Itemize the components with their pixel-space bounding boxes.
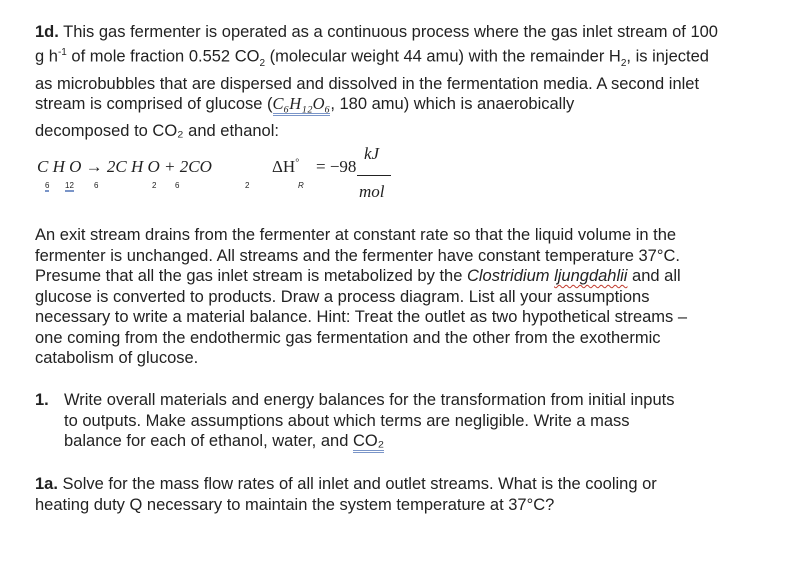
problem-label: 1d.	[35, 23, 59, 41]
unit-numerator: kJ	[364, 144, 380, 163]
exit-line-6: one coming from the endothermic gas fermentation and the other from the exothermic	[35, 328, 661, 347]
fraction-bar	[357, 175, 391, 176]
species-name: ljungdahlii	[554, 267, 628, 285]
delta-h: ΔH°	[272, 157, 300, 176]
question-1a: 1a. Solve for the mass flow rates of all inlet and outlet streams. What is the cooling or heating duty Q necessary to maintain the system temperature at 37°C?	[35, 474, 775, 515]
question-1-text: Write overall materials and energy balances for the transformation from initial inputs to outputs. Make assumptions about which terms are negligible. Write a mass balance for each of ethanol, water, and CO₂	[64, 390, 674, 452]
co2-term: CO₂	[353, 432, 384, 453]
question-1a-line-2: heating duty Q necessary to maintain the system temperature at 37°C?	[35, 495, 555, 514]
intro-line-3: as microbubbles that are dispersed and dissolved in the fermentation media. A second inlet	[35, 74, 700, 93]
intro-line-4: stream is comprised of glucose (C₆H₁₂O₆, 180 amu) which is anaerobically	[35, 94, 775, 115]
sub-h6: 6	[175, 181, 180, 190]
unit-denominator: mol	[359, 182, 385, 201]
exit-line-1: An exit stream drains from the fermenter at constant rate so that the liquid volume in the	[35, 226, 677, 244]
equation-value: = −98	[316, 157, 357, 176]
intro-line-5: decomposed to CO₂ and ethanol:	[35, 121, 279, 140]
sub-o6: 6	[94, 181, 99, 190]
question-1-number: 1.	[35, 391, 49, 409]
sub-c6: 6	[45, 181, 50, 190]
exit-line-2: fermenter is unchanged. All streams and the fermenter have constant temperature 37°C.	[35, 246, 680, 265]
exit-line-4: glucose is converted to products. Draw a process diagram. List all your assumptions	[35, 287, 650, 306]
question-1	[35, 390, 775, 454]
equation-lhs: C H O → 2C H O + 2CO	[37, 157, 212, 176]
exit-line-7: catabolism of glucose.	[35, 349, 199, 367]
exit-line-3: Presume that all the gas inlet stream is metabolized by the Clostridium ljungdahlii and all	[35, 267, 681, 285]
exit-line-5: necessary to write a material balance. Hint: Treat the outlet as two hypothetical streams –	[35, 308, 688, 326]
sub-c2: 2	[152, 181, 157, 190]
sub-co2: 2	[245, 181, 250, 190]
exit-paragraph	[35, 225, 775, 369]
intro-paragraph	[35, 22, 775, 141]
question-1a-label: 1a.	[35, 475, 58, 493]
delta-h-sub: R	[298, 181, 304, 190]
intro-line-2: g $h^{-1}$ of mole fraction 0.552 $CO_2$ (molecular weight 44 amu) with the remainder $H_2$, is injected	[35, 46, 709, 69]
intro-line-1: 1d. This gas fermenter is operated as a continuous process where the gas inlet stream of 100	[35, 23, 718, 41]
sub-h12: 12	[65, 181, 74, 190]
glucose-formula: C₆H₁₂O₆	[273, 94, 331, 116]
